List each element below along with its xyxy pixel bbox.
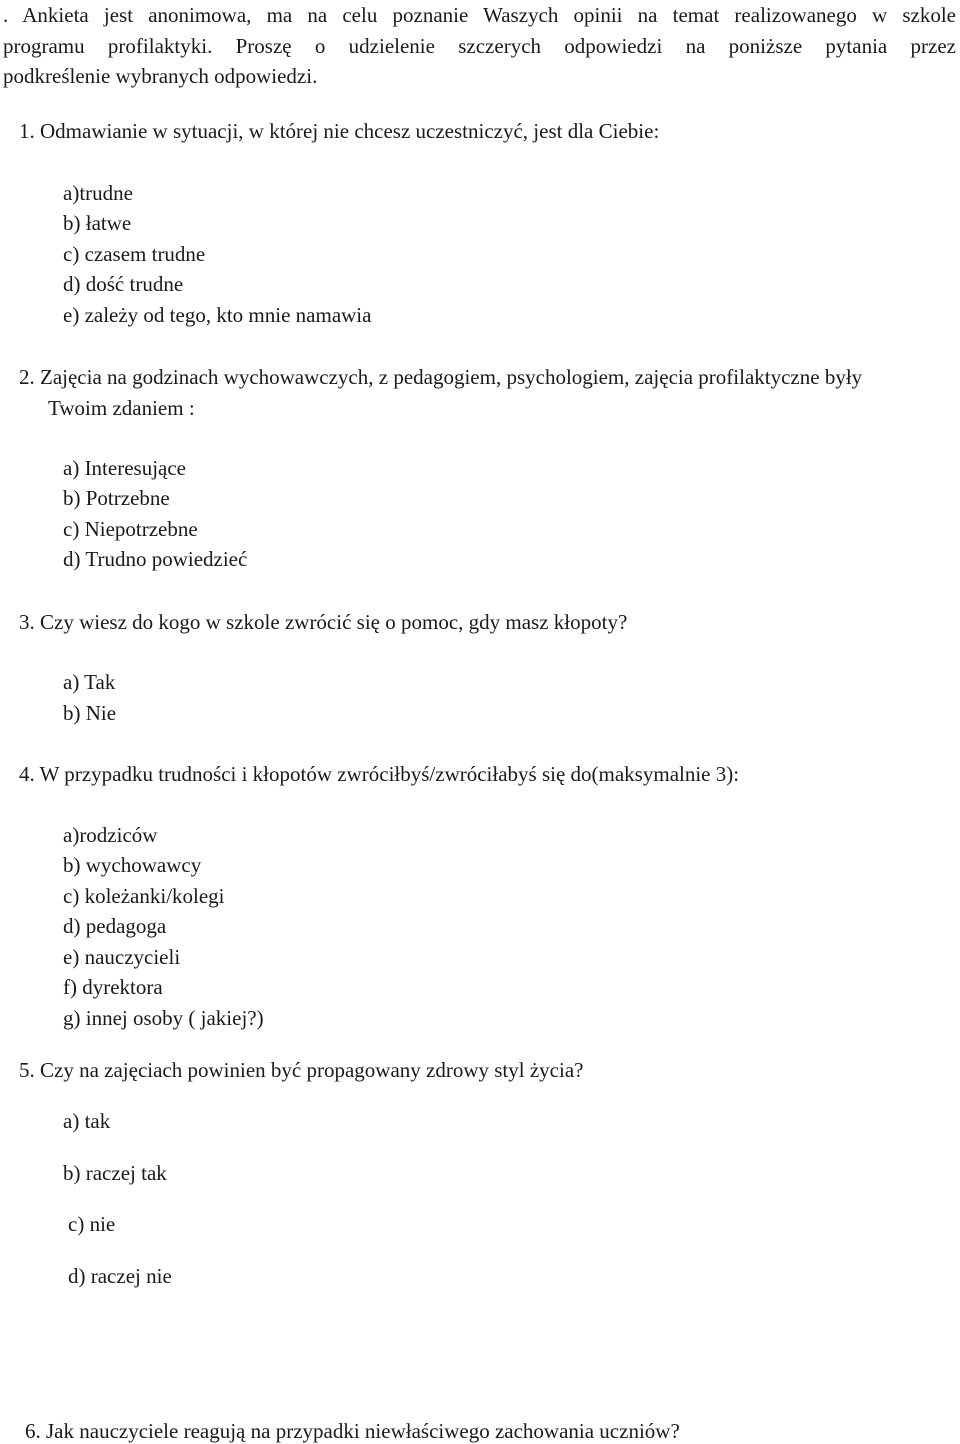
question-3-option-a: a) Tak: [63, 670, 116, 694]
question-6-text: 6. Jak nauczyciele reagują na przypadki niewłaściwego zachowania uczniów?: [25, 1419, 680, 1443]
question-1-text: 1. Odmawianie w sytuacji, w której nie chcesz uczestniczyć, jest dla Ciebie:: [19, 119, 660, 143]
intro-paragraph: [3, 0, 956, 92]
question-4-option-b: b) wychowawcy: [63, 853, 202, 877]
question-5-option-b: b) raczej tak: [63, 1161, 167, 1185]
question-5-option-a: a) tak: [63, 1109, 111, 1133]
question-4-text: 4. W przypadku trudności i kłopotów zwróciłbyś/zwróciłabyś się do(maksymalnie 3):: [19, 762, 740, 786]
question-1-option-e: e) zależy od tego, kto mnie namawia: [63, 303, 372, 327]
question-4-option-f: f) dyrektora: [63, 975, 163, 999]
question-5-option-c: c) nie: [68, 1212, 116, 1236]
intro-line-2: programu profilaktyki. Proszę o udzielenie szczerych odpowiedzi na poniższe pytania przez: [3, 33, 956, 58]
question-2-option-a: a) Interesujące: [63, 456, 186, 480]
question-5-text: 5. Czy na zajęciach powinien być propagowany zdrowy styl życia?: [19, 1058, 584, 1082]
question-2-option-d: d) Trudno powiedzieć: [63, 547, 248, 571]
question-4-option-d: d) pedagoga: [63, 914, 167, 938]
question-4-option-a: a)rodziców: [63, 823, 158, 847]
question-4-option-c: c) koleżanki/kolegi: [63, 884, 225, 908]
intro-line-1: . Ankieta jest anonimowa, ma na celu poznanie Waszych opinii na temat realizowanego w szkole: [3, 3, 956, 27]
question-1-option-b: b) łatwe: [63, 211, 132, 235]
question-5-option-d: d) raczej nie: [68, 1264, 172, 1288]
question-2-text-line-1: 2. Zajęcia na godzinach wychowawczych, z pedagogiem, psychologiem, zajęcia profilaktyczne były: [19, 365, 863, 389]
question-1-option-c: c) czasem trudne: [63, 242, 206, 266]
question-1-option-a: a)trudne: [63, 181, 133, 205]
question-2-option-c: c) Niepotrzebne: [63, 517, 198, 541]
intro-line-3: podkreślenie wybranych odpowiedzi.: [3, 64, 318, 88]
question-3-text: 3. Czy wiesz do kogo w szkole zwrócić się o pomoc, gdy masz kłopoty?: [19, 610, 628, 634]
question-2-option-b: b) Potrzebne: [63, 486, 170, 510]
question-1-option-d: d) dość trudne: [63, 272, 184, 296]
question-3-option-b: b) Nie: [63, 701, 117, 725]
question-4-option-e: e) nauczycieli: [63, 945, 181, 969]
question-4-option-g: g) innej osoby ( jakiej?): [63, 1006, 264, 1030]
question-2-text-line-2: Twoim zdaniem :: [48, 396, 195, 420]
